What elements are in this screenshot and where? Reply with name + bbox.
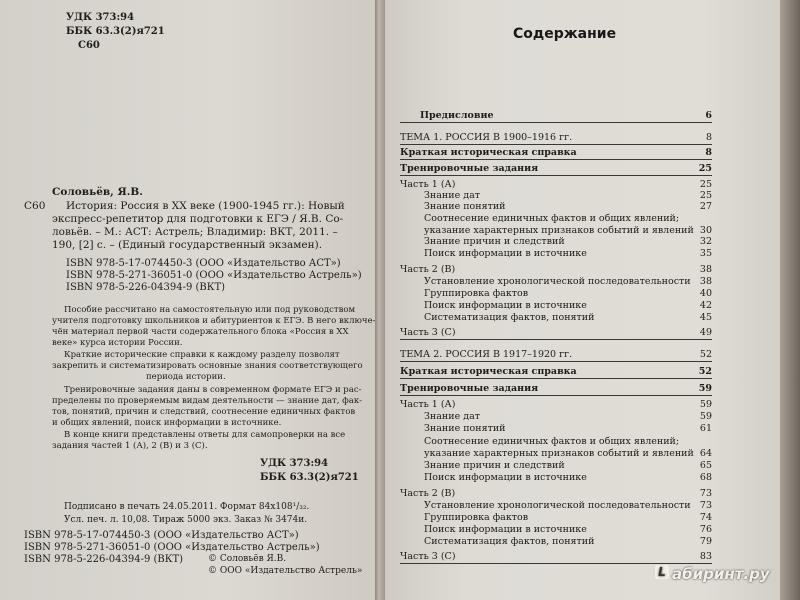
toc-entry-page: 35 [699,248,712,259]
toc-entry [400,300,712,312]
toc-entry [400,488,712,500]
book-description-line: ловьёв. – М.: АСТ: Астрель; Владимир: ВКТ, 2011. – [52,226,338,238]
toc-entry-page: 59 [699,399,712,410]
print-details: Подписано в печать 24.05.2011. Формат 84х108¹/₃₂. [64,502,310,512]
annotation-line: Тренировочные задания даны в современном формате ЕГЭ и рас- [64,385,362,395]
toc-entry-page: 49 [699,327,712,338]
isbn-line: ISBN 978-5-17-074450-3 (ООО «Издательство АСТ») [66,258,341,269]
toc-entry [400,132,712,145]
toc-entry-page: 79 [699,536,712,547]
toc-entry-page: 52 [698,366,712,377]
annotation-line: пределены по проверяемым видам деятельности — знание дат, фак- [52,396,363,406]
toc-entry [400,312,712,324]
toc-entry [400,163,712,176]
toc-entry-title: Систематизация фактов, понятий [424,536,595,547]
toc-entry [400,436,712,448]
toc-entry [400,147,712,160]
toc-entry-title: Краткая историческая справка [400,366,577,377]
annotation-line: Краткие исторические справки к каждому разделу позволят [64,350,340,360]
toc-entry [400,399,712,411]
toc-entry-page: 38 [699,264,712,275]
toc-entry [400,110,712,123]
toc-entry-title: Часть 3 (С) [400,551,456,562]
toc-entry-title: Знание понятий [424,423,506,434]
toc-entry-page: 8 [705,147,712,158]
toc-entry-title: Тренировочные задания [400,383,539,394]
isbn-line: ISBN 978-5-226-04394-9 (ВКТ) [66,282,226,293]
toc-entry-page: 76 [699,524,712,535]
toc-entry-page: 74 [699,512,712,523]
toc-entry [400,236,712,248]
toc-entry-page: 25 [699,190,712,201]
toc-entry-page: 64 [699,448,712,459]
toc-entry-page: 32 [699,236,712,247]
annotation-line: учителя подготовку школьников и абитуриентов к ЕГЭ. В него включе- [52,316,376,326]
book-description-line: экспресс-репетитор для подготовки к ЕГЭ / Я.В. Со- [52,213,344,225]
toc-entry-title: Группировка фактов [424,288,529,299]
toc-entry-title: Соотнесение единичных фактов и общих явлений; [424,436,680,447]
toc-entry-page: 73 [699,500,712,511]
isbn-line: ISBN 978-5-17-074450-3 (ООО «Издательство АСТ») [24,530,299,541]
toc-entry-page: 6 [705,110,712,121]
toc-entry [400,536,712,548]
author-code-2: С60 [24,200,46,212]
toc-entry [400,276,712,288]
toc-entry [400,460,712,472]
toc-entry-page: 30 [699,225,712,236]
toc-entry-title: Установление хронологической последовательности [424,500,691,511]
annotation-line: закрепить и систематизировать основные знания соответствующего [52,361,363,371]
toc-entry-title: Поиск информации в источнике [424,300,587,311]
toc-entry-title: Часть 1 (А) [400,179,456,190]
toc-entry [400,423,712,435]
toc-entry-title: Тренировочные задания [400,163,539,174]
toc-entry-title: ТЕМА 1. РОССИЯ В 1900–1916 гг. [400,132,573,143]
toc-entry-title: указание характерных признаков событий и явлений [424,448,694,459]
toc-entry-page: 83 [699,551,712,562]
annotation-line: чён материал первой части содержательного блока «Россия в XX [52,327,349,337]
toc-entry-page: 25 [699,179,712,190]
toc-entry-page: 8 [705,132,712,143]
isbn-line: ISBN 978-5-271-36051-0 (ООО «Издательство Астрель») [66,270,362,281]
toc-entry [400,551,712,564]
book-description-line: 190, [2] с. – (Единый государственный экзамен). [52,239,323,251]
toc-entry-title: Группировка фактов [424,512,529,523]
toc-entry [400,383,712,396]
udk-code: УДК 373:94 [66,12,135,23]
book-description-line: История: Россия в XX веке (1900-1945 гг.): Новый [66,200,345,212]
toc-entry [400,264,712,276]
toc-entry-title: Предисловие [420,110,494,121]
page-edge [780,0,800,600]
toc-entry-title: Часть 2 (В) [400,488,456,499]
copyright-line: © ООО «Издательство Астрель» [208,566,363,576]
toc-entry-title: Поиск информации в источнике [424,524,587,535]
toc-entry [400,448,712,460]
toc-entry [400,201,712,213]
toc-entry-page: 65 [699,460,712,471]
toc-entry-page: 40 [699,288,712,299]
toc-entry [400,366,712,379]
toc-entry [400,213,712,225]
watermark-text: абиринт.ру [672,565,770,583]
toc-entry-title: Часть 3 (С) [400,327,456,338]
annotation-line: периода истории. [146,372,226,382]
toc-entry [400,524,712,536]
toc-entry-page: 73 [699,488,712,499]
toc-entry-page: 59 [699,411,712,422]
bbk-code: ББК 63.3(2)я721 [66,26,165,37]
toc-entry [400,500,712,512]
toc-entry [400,327,712,340]
annotation-line: тов, понятий, причин и следствий, соотнесение единичных фактов [52,407,356,417]
labirint-logo-icon: L [655,565,669,579]
toc-entry-page: 68 [699,472,712,483]
toc-entry [400,288,712,300]
bbk-code-2: ББК 63.3(2)я721 [260,472,359,483]
annotation-line: задания частей 1 (А), 2 (В) и 3 (С). [52,441,208,451]
annotation-line: В конце книги представлены ответы для самопроверки на все [64,430,346,440]
toc-entry-page: 25 [698,163,712,174]
toc-entry [400,472,712,484]
copyright-line: © Соловьёв Я.В. [208,554,287,564]
toc-entry [400,512,712,524]
book-spine [375,0,385,600]
toc-entry-page: 45 [699,312,712,323]
toc-entry-page: 52 [699,349,712,360]
toc-entry-title: Знание дат [424,411,480,422]
toc-entry-page: 27 [699,201,712,212]
toc-entry-title: Часть 2 (В) [400,264,456,275]
udk-code-2: УДК 373:94 [260,458,329,469]
toc-entry-title: Часть 1 (А) [400,399,456,410]
toc-title: Содержание [513,26,617,42]
toc-entry-title: Поиск информации в источнике [424,248,587,259]
author-code: С60 [78,40,100,51]
toc-entry-title: указание характерных признаков событий и явлений [424,225,694,236]
annotation-line: и общих явлений, поиск информации в источнике. [52,418,282,428]
toc-entry-page: 38 [699,276,712,287]
toc-entry-title: Систематизация фактов, понятий [424,312,595,323]
toc-entry-title: Соотнесение единичных фактов и общих явлений; [424,213,680,224]
annotation-line: Пособие рассчитано на самостоятельную или под руководством [64,305,356,315]
toc-entry-title: Поиск информации в источнике [424,472,587,483]
toc-entry-title: Знание понятий [424,201,506,212]
toc-entry-page: 61 [699,423,712,434]
isbn-line: ISBN 978-5-226-04394-9 (ВКТ) [24,554,184,565]
toc-entry-title: Краткая историческая справка [400,147,577,158]
toc-entry [400,248,712,260]
toc-entry-title: Знание причин и следствий [424,236,565,247]
toc-entry-page: 42 [699,300,712,311]
toc-entry-title: Знание дат [424,190,480,201]
toc-entry-page: 59 [698,383,712,394]
toc-entry [400,411,712,423]
toc-entry-title: Установление хронологической последовательности [424,276,691,287]
toc-entry-title: ТЕМА 2. РОССИЯ В 1917–1920 гг. [400,349,573,360]
labirint-watermark [655,565,770,583]
toc-entry-title: Знание причин и следствий [424,460,565,471]
isbn-line: ISBN 978-5-271-36051-0 (ООО «Издательство Астрель») [24,542,320,553]
print-details: Усл. печ. л. 10,08. Тираж 5000 экз. Заказ № 3474и. [64,515,308,525]
toc-entry [400,349,712,362]
author-name: Соловьёв, Я.В. [52,186,143,198]
annotation-line: веке» курса истории России. [52,338,183,348]
